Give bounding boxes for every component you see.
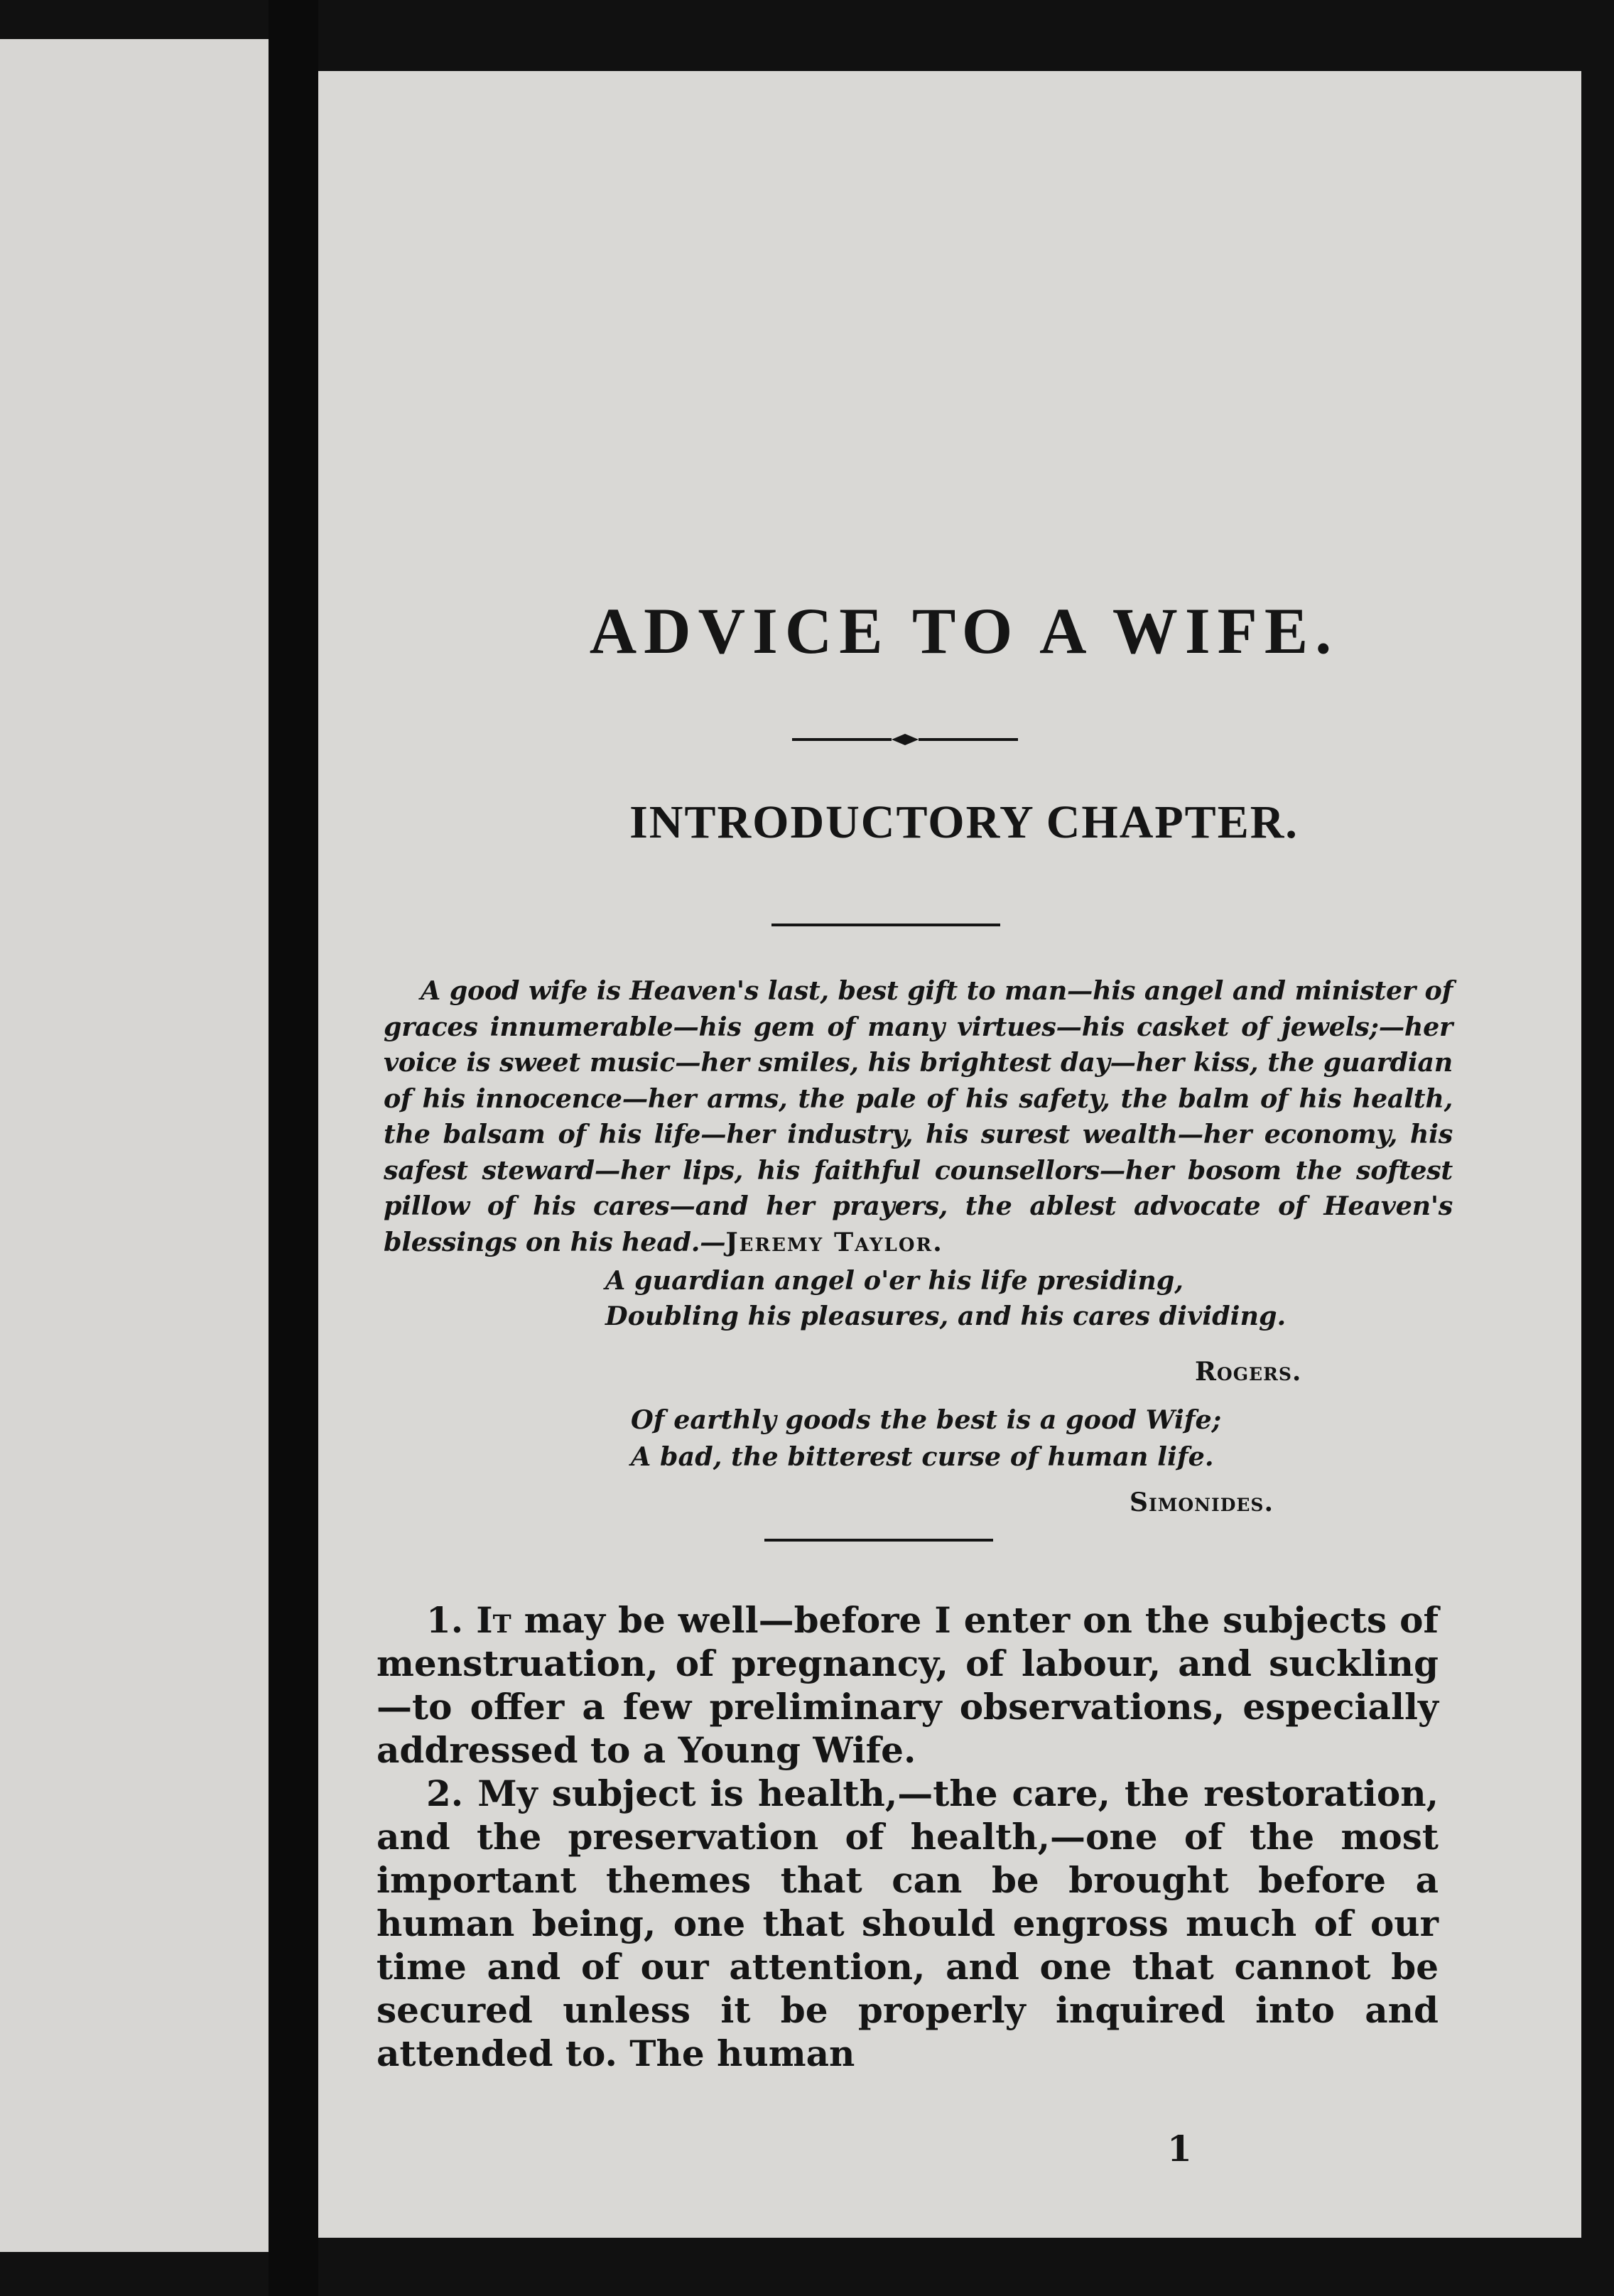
verse-line: Doubling his pleasures, and his cares dividing. bbox=[605, 1301, 1287, 1331]
chapter-heading: INTRODUCTORY CHAPTER. bbox=[629, 796, 1299, 848]
verse-line: Of earthly goods the best is a good Wife; bbox=[631, 1404, 1222, 1435]
paragraph-number: 2. bbox=[426, 1772, 478, 1814]
paragraph-text: may be well—before I enter on the subjects of menstruation, of pregnancy, of labour, and suckling—to offer a few preliminary observations, especially addressed to a Young Wife. bbox=[377, 1599, 1439, 1771]
facing-page bbox=[0, 39, 269, 2252]
verse-attribution: Rogers. bbox=[1195, 1357, 1302, 1387]
book-page bbox=[318, 71, 1581, 2238]
page-number: 1 bbox=[1167, 2128, 1192, 2170]
paragraph bbox=[377, 1598, 1439, 1772]
paragraph-lead-word: It bbox=[476, 1599, 511, 1641]
epigraph-text: A good wife is Heaven's last, best gift to man—his angel and minister of graces innumerable—his gem of many virtues—his casket of jewels;—her voice is sweet music—her smiles, his brightest day—her kiss, the guardian of his innocence—her arms, the pale of his safety, the balm of his health, the balsam of his life—her industry, his surest wealth—her economy, his safest steward—her lips, his faithful counsellors—her bosom the softest pillow of his cares—and her prayers, the ablest advocate of Heaven's blessings on his head.— bbox=[384, 975, 1453, 1257]
page-title: ADVICE TO A WIFE. bbox=[589, 595, 1339, 667]
paragraph bbox=[377, 1772, 1439, 2075]
divider-rule bbox=[764, 1539, 993, 1542]
verse-line: A bad, the bitterest curse of human life. bbox=[631, 1441, 1214, 1472]
epigraph-author: Jeremy Taylor. bbox=[725, 1226, 943, 1257]
book-gutter bbox=[269, 0, 318, 2296]
verse-attribution: Simonides. bbox=[1130, 1488, 1274, 1517]
epigraph bbox=[384, 973, 1453, 1260]
body-text bbox=[377, 1598, 1439, 2075]
divider-rule bbox=[771, 924, 1000, 926]
verse-line: A guardian angel o'er his life presiding, bbox=[605, 1265, 1184, 1296]
paragraph-text: My subject is health,—the care, the restoration, and the preservation of health,—one of the most important themes that can be brought before a human being, one that should engross much of our time and of our attention, and one that cannot be secured unless it be properly inquired into and attended to. The human bbox=[377, 1772, 1439, 2074]
paragraph-number: 1. bbox=[426, 1599, 477, 1641]
ornament-divider bbox=[792, 729, 1018, 750]
